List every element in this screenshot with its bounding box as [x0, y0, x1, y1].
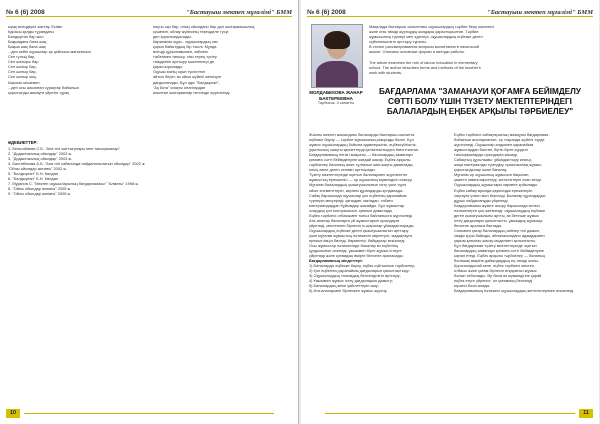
text-line: жұмыс оқушылардың бойына адамгершілік, еңбексүйгіштік,	[309, 142, 417, 148]
text-line: Мұғалім балалардың қызығушылығын ояту үшін түрлі	[309, 182, 407, 188]
text-line: болашақ өміріне дайындаудың ең тиімді жолы.	[454, 258, 539, 264]
text-line: 4) Ұжыммен жұмыс істеу дағдыларын дамыту;	[309, 278, 393, 284]
text-line: дағдыланады. Бұл әдіс "Балдырған",	[153, 79, 220, 85]
text-line: Бақшадағы бала шақ	[8, 39, 47, 45]
text-line: Сен гүлсің бар,	[8, 54, 36, 60]
text-line: ...деп кейін оқушылар әр қайсысы мағынасын	[8, 49, 91, 55]
text-line: Сен шатыры бар	[8, 59, 39, 65]
right-page	[301, 0, 599, 424]
text-line: Балдырған бар жол	[8, 34, 44, 40]
abstract-line: school. The author describes forms and methods of the teacher's	[369, 65, 481, 71]
text-line: олардың қол моторикасын, қиялын дамытады.	[309, 207, 394, 213]
text-line: болып табылады. Әр бала өз мүмкіндігіне қарай	[454, 273, 542, 279]
text-line: бойынша жоспарланып, әр тоқсанда жүйелі түрде	[454, 137, 545, 143]
reference-item: 8. "Ойлы ойындар жинағы" 2005 ж.	[8, 186, 72, 192]
text-line: Сен шатыр бар,	[8, 64, 37, 70]
text-line: жүргізіледі. Оқушылар алдымен қарапайым	[454, 142, 534, 148]
text-line: түрлерін меңгереді: қағаздан, матадан, табиғи	[309, 197, 393, 203]
text-line: үйренеді және қоғамдық өмірге белсене араласады.	[309, 253, 404, 259]
text-line: нәтижелерге қол жеткізілді: оқушылардың еңбекке	[454, 207, 546, 213]
text-line: деп қорытындылады.	[153, 34, 192, 40]
text-line: Сен шатыр жоқ,	[8, 74, 37, 80]
text-line: Көркемсөз оқуы - оқушылардың сөз	[153, 39, 218, 45]
reference-item: 9. "Ойлы ойындар жинағы" 2005 ж.	[8, 191, 72, 197]
text-line: 1) Балаларды еңбекке баулу, еңбек сүйгіштікке тәрбиелеу;	[309, 263, 416, 269]
text-line: қорын байытудың бір тәсілі. Мұнда	[153, 44, 217, 50]
abstract-line: жұмысының түрлері мен әдістері, оқушылардың еңбекке деген	[369, 34, 483, 40]
text-line: тәрбиелеу баланың жеке тұлғасын жан-жақты дамытады,	[309, 162, 414, 168]
left-page	[0, 0, 299, 424]
text-line: істеу дағдылары қалыптасты, ұжымдық жұмысқа	[454, 217, 543, 223]
text-column-2	[153, 24, 290, 95]
text-line: нақты оқи бар, оның ойындағы бар дәл шығармашылық	[153, 24, 255, 29]
text-line: жұмыстың ерекшелігі — әр оқушының мүмкіндігін ескеру.	[309, 177, 413, 183]
photo-figure-body	[316, 61, 358, 88]
text-line: қажетті көмек көрсетеді, жетістіктерін атап өтеді.	[454, 177, 542, 183]
text-line: тізбегімен танысу, оны терең түсіну	[153, 54, 217, 60]
references-list	[8, 146, 290, 196]
text-line: тиімділігін арттыру мәселелері де	[153, 59, 215, 65]
text-line: 5) Балалардың жеке қабілеттерін ашу;	[309, 283, 379, 289]
abstract-line: В статье рассматриваются вопросы воспитания в начальной	[369, 44, 480, 50]
text-line: еңбек етуге үйренсе, ол қоғамның белсенді	[454, 278, 533, 284]
text-line: Ықылас кешемен.	[8, 79, 41, 85]
journal-title: "Бастауыш мектеп мұғалімі" БММ	[186, 9, 292, 16]
text-line: Бағдарламаны жүзеге асыру барысында келесі	[454, 202, 540, 208]
reference-item: 2. "Дидактикалық ойындар" 2003 ж.	[8, 151, 73, 157]
text-line: Түзету мектептерінде оқитын балалармен жүргізілетін	[309, 172, 408, 178]
author-position: Тарбиеші, 4 санатты	[317, 101, 355, 105]
abstract-en	[369, 60, 591, 75]
text-line: Бақша шақ бала шақ	[8, 44, 46, 50]
abstract-line: The article examines the role of labour education in elementary	[369, 60, 478, 65]
text-line: балалардың заманауи қоғамға сәтті бейімделуіне	[454, 248, 544, 254]
abstract-line: Мақалада бастауыш сыныптағы оқушылардың тәрбие беру мәселесі	[369, 24, 495, 29]
page-number: 10	[6, 409, 20, 418]
text-line: деген қызығушылығы артты, өз бетінше жұмыс	[454, 212, 540, 218]
text-line: қорытындылау және бағалау.	[454, 167, 508, 173]
reference-item: 6. "Балдырған" Б.Н. Көлдан	[8, 176, 59, 182]
text-line: 2) Қол еңбегінің қарапайым дағдыларын қалыптастыру;	[309, 268, 410, 274]
text-column-1	[8, 24, 145, 95]
text-line: Бұл бағдарлама түзету мектептерінде оқитын	[454, 243, 537, 249]
text-line: Сен шатыр бар,	[8, 69, 37, 75]
text-line: Жалпы мектеп жасындағы балаларды бастауыш сыныпта	[309, 132, 415, 137]
abstract-line: work with students.	[369, 70, 403, 76]
text-line: ырақ өлеңдерін жаттау. Есімін	[8, 24, 63, 29]
text-line: Сабақтың құрылымы: ұйымдастыру кезеңі,	[454, 157, 532, 163]
author-photo	[311, 24, 363, 88]
body-text	[8, 24, 290, 95]
page-header	[307, 4, 593, 17]
abstract-line: сүйіспеншілігін арттыру туралы.	[369, 39, 427, 45]
text-line: Еңбек сабақтарында қауіпсіздік ережелерін	[454, 187, 533, 193]
text-line: Сабақ барысында оқушылар қол еңбегінің қарапайым	[309, 192, 407, 198]
author-block	[307, 90, 365, 106]
reference-item: 4. Бахтибекова А.Б. "Ана тілі сабағында пайдаланылатын ойындар" 2002 ж.	[8, 161, 146, 167]
text-line: оның өзіне деген сенімін арттырады.	[309, 167, 376, 173]
text-line: Еңбек тәрбиесі отбасымен тығыз байланыста жүргізіледі.	[309, 212, 414, 218]
text-line: күшеюін, ойлау жүйесінің тереңделе түсуі	[153, 29, 229, 35]
text-line: Еңбек тәрбиесі сабақтарының мазмұны бағдарлама	[454, 132, 549, 137]
reference-item: 7. Мұқанов С. "Мектеп оқушыларының бағдарламасы" "Алматы" 1998 ж.	[8, 181, 139, 187]
text-line: қарастырылады.	[153, 64, 184, 70]
text-line: Осы жұмыстар нәтижесінде балалар өз еңбегінің	[309, 243, 399, 249]
text-line: Оқушылардың еңбекке деген қызығушылығын арттыру	[309, 227, 409, 233]
text-line: материалдардан бұйымдар жасайды. Бұл жұмыстар	[309, 202, 405, 208]
text-line: "Ақ бота" сияқты кітаптардан	[153, 84, 206, 90]
issue-number: № 6 (6) 2008	[6, 9, 45, 16]
text-line: еңбекке баулу — тәрбие жұмысының маңызды бөлігі. Бұл	[309, 137, 414, 143]
reference-item: "Ойлы ойындар жинағы" 2002 ж.	[8, 166, 67, 172]
text-line: Сонымен қатар балалардың сөйлеу тілі дамып,	[454, 227, 541, 233]
text-line: мүшесі бола алады.	[454, 283, 491, 289]
text-line: белсене араласа бастады.	[454, 222, 503, 228]
text-column-1	[309, 132, 446, 294]
text-line: қоғамға сәтті бейімделуіне жағдай жасау. Еңбек арқылы	[309, 157, 411, 163]
page-number: 11	[579, 409, 593, 418]
text-line: Оқушылардың жұмыстары көрмеге қойылады.	[454, 182, 539, 188]
text-line: ықпал етеді. Еңбек арқылы тәрбиелеу — баланың	[454, 253, 545, 259]
text-line: отбасы және қоғам бірлесіп атқаратын жұмыс	[454, 268, 537, 274]
text-line: үйретеді, мектеппен бірлесіп іс-шаралар ұйымдастырады.	[309, 222, 415, 228]
footer-rule	[24, 413, 274, 414]
text-line: тапсырмаларды орындауға көшеді.	[454, 152, 518, 158]
page-header	[6, 4, 292, 17]
text-line: Бағдарламаның нәтижесі оқушылардың жетістіктерімен өлшенеді.	[454, 288, 575, 294]
reference-item: 3. "Дидактикалық ойындар" 2003 ж.	[8, 156, 73, 162]
photo-figure-hair	[324, 31, 350, 49]
reference-item: 5. "Балдырған" Б.Н. Көлдан	[8, 171, 59, 177]
text-line: ерекше көңіл бөледі. Көрмелер, байқаулар өткізіледі.	[309, 237, 406, 243]
text-line: Қорытындылай келе, еңбек тәрбиесі мектеп,	[454, 263, 535, 269]
text-line: қарым-қатынас жасау мәдениеті қалыптасты.	[454, 237, 537, 243]
text-line: үшін мұғалім жұмыстың нәтижесін көрсетуге, мадақтауға	[309, 232, 412, 238]
text-line: Оқушы өзінің оқып түсінгенін	[153, 69, 205, 75]
issue-number: № 6 (6) 2008	[307, 9, 346, 16]
journal-title: "Бастауыш мектеп мұғалімі" БММ	[487, 9, 593, 16]
text-column-2	[454, 132, 591, 294]
article-title: БАҒДАРЛАМА "ЗАМАНАУИ ҚОҒАМҒА БЕЙІМДЕЛУ СӨТТІ БОЛУ ҮШІН ТҮЗЕТУ МЕКТЕПТЕРІНДЕГІ БАЛАЛАРДЫҢ ЕҢБЕК АРҚЫЛЫ ТӘРБИЕЛЕУ"	[379, 87, 581, 116]
text-line: сақтауға үлкен мән беріледі. Балалар құралдарды	[454, 192, 546, 198]
text-line: құндылығын сезінеді, ұжыммен бірге жұмыс істеуге	[309, 248, 402, 254]
references-heading: ӘДЕБИЕТТЕР:	[8, 140, 38, 145]
text-line: Мұғалім әр оқушының жұмысын бақылап,	[454, 172, 530, 178]
text-line: 3) Оқушылардың танымдық белсенділігін арттыру;	[309, 273, 401, 279]
text-line: қорытынды жасауға үйретіп тұрақ	[8, 89, 70, 95]
author-name: МОЛДАБЕКОВА ЖАНАР БАКТЕРЕЕВНА	[309, 90, 363, 101]
reference-item: 1. Бельгибаева С.Б. "Ана тілі жаттығулары мен тапсырмалар"	[8, 146, 120, 151]
section-heading: Бағдарламаның міндеттері:	[309, 258, 363, 264]
text-line: жұмыстардан бастап, бірте-бірте күрделі	[454, 147, 528, 153]
footer-rule	[325, 413, 575, 414]
text-line: дұрыс пайдалануды үйренеді.	[454, 197, 509, 203]
text-line: алынған шығармалар негізінде жүргізіледі.	[153, 89, 231, 95]
text-line: ұқыптылық сияқты қасиеттерді қалыптастыруға бағытталған.	[309, 147, 420, 153]
text-line: Ата-аналар балаларға үй жұмыстарын орындауға	[309, 217, 400, 223]
text-line: өлеңді құрылымымен, сөйлем	[153, 49, 208, 55]
abstract-line: және оны тиімді жүргізудің жолдары қарастырылған. Тәрбие	[369, 29, 479, 35]
text-line: жаңа материалды түсіндіру, практикалық жұмыс,	[454, 162, 543, 168]
text-line: 6) Ата-аналармен бірлескен жұмыс жүргізу.	[309, 288, 388, 294]
article-body	[309, 132, 591, 294]
abstract-line: школе. Описаны основные формы и методы работы.	[369, 49, 465, 55]
text-line: сөздік қоры байыды, айналасындағы адамдармен	[454, 232, 545, 238]
text-line: айтып беріп, өз ойын жүйелі жеткізуге	[153, 74, 222, 80]
text-line: ойын элементтерін, көрнекі құралдарды қолданады.	[309, 187, 404, 193]
abstract-kk-ru	[369, 24, 591, 54]
text-line: Қарасы қалды тұрандағы	[8, 29, 54, 35]
text-line: ...деп осы жасалған сұрақтар бойынша	[8, 84, 79, 90]
text-line: Бағдарламаның негізгі мақсаты — балалардың заманауи	[309, 152, 413, 158]
